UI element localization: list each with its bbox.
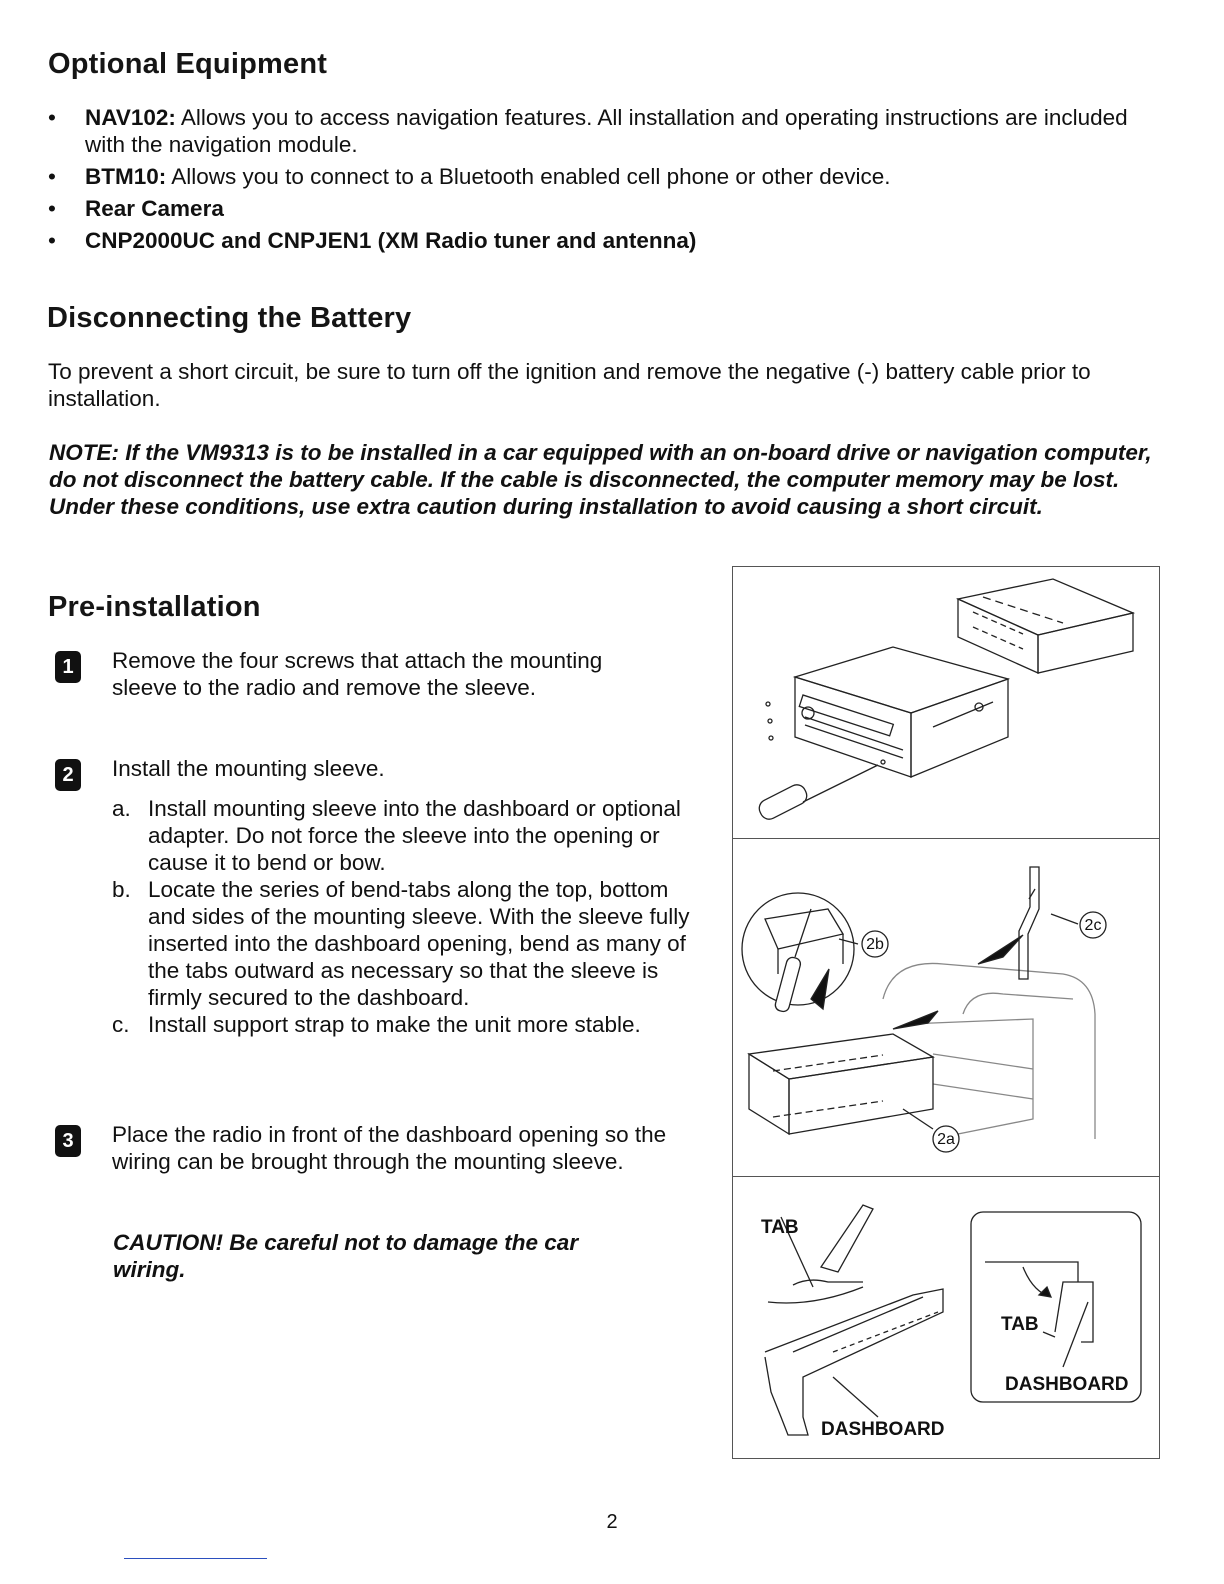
callout-2c: 2c: [1084, 917, 1102, 934]
callout-2b: 2b: [866, 936, 884, 953]
dashboard-install-illustration: [733, 839, 1159, 1175]
preinstall-heading: Pre-installation: [48, 591, 261, 623]
step-3-text: Place the radio in front of the dashboard opening so the wiring can be brought through the mounting sleeve.: [112, 1122, 667, 1174]
bullet-icon: •: [48, 105, 56, 130]
substep-letter: b.: [112, 877, 131, 902]
step-2-substeps: [112, 795, 702, 1038]
step-3-badge: 3: [55, 1125, 81, 1157]
step-1-badge: 1: [55, 651, 81, 683]
tab-bending-illustration: [733, 1177, 1159, 1459]
optional-equipment-heading: Optional Equipment: [48, 48, 328, 80]
list-item: [48, 227, 1158, 254]
optional-equipment-list: [48, 104, 1158, 259]
item-label: CNP2000UC and CNPJEN1 (XM Radio tuner and antenna): [85, 228, 697, 253]
dashboard-label-left: DASHBOARD: [821, 1419, 945, 1440]
substep-item: [112, 876, 702, 1011]
substep-item: [112, 795, 702, 876]
dashboard-label-right: DASHBOARD: [1005, 1374, 1129, 1395]
battery-note: NOTE: If the VM9313 is to be installed in a car equipped with an on-board drive or navigation computer, do not disconnect the battery cable. If the cable is disconnected, the computer memory may be lost. Under these conditions, use extra caution during installation to avoid causing a short circuit.: [49, 440, 1152, 519]
installation-figure: [732, 566, 1160, 1459]
item-label: Rear Camera: [85, 196, 224, 221]
page-number: 2: [606, 1511, 618, 1533]
bullet-icon: •: [48, 228, 56, 253]
battery-body: To prevent a short circuit, be sure to turn off the ignition and remove the negative (-) battery cable prior to installation.: [48, 359, 1091, 411]
substep-letter: c.: [112, 1012, 130, 1037]
tab-label-left: TAB: [761, 1217, 799, 1238]
substep-text: Install mounting sleeve into the dashboard or optional adapter. Do not force the sleeve into the opening or cause it to bend or bow.: [148, 796, 681, 875]
callout-2a: 2a: [937, 1131, 955, 1148]
item-label: NAV102:: [85, 105, 176, 130]
list-item: [48, 104, 1158, 158]
tab-label-right: TAB: [1001, 1314, 1039, 1335]
step-2-badge: 2: [55, 759, 81, 791]
item-text: Allows you to access navigation features. All installation and operating instructions are included with the navigation module.: [85, 105, 1128, 157]
sleeve-top: [958, 579, 1133, 635]
radio-sleeve-illustration: [733, 567, 1159, 837]
step-1-text: Remove the four screws that attach the mounting sleeve to the radio and remove the sleeve.: [112, 648, 603, 700]
list-item: [48, 195, 1158, 222]
caution-text: CAUTION! Be careful not to damage the car wiring.: [113, 1230, 579, 1282]
battery-heading: Disconnecting the Battery: [47, 302, 412, 334]
item-label: BTM10:: [85, 164, 167, 189]
substep-item: [112, 1011, 702, 1038]
list-item: [48, 163, 1158, 190]
step-2-text: Install the mounting sleeve.: [112, 756, 385, 781]
item-text: Allows you to connect to a Bluetooth enabled cell phone or other device.: [166, 164, 891, 189]
footer-rule: [124, 1558, 267, 1559]
substep-letter: a.: [112, 796, 131, 821]
bullet-icon: •: [48, 196, 56, 221]
bullet-icon: •: [48, 164, 56, 189]
substep-text: Locate the series of bend-tabs along the top, bottom and sides of the mounting sleeve. With the sleeve fully inserted into the dashboard opening, bend as many of the tabs outward as necessary so that the sleeve is firmly secured to the dashboard.: [148, 877, 690, 1010]
substep-text: Install support strap to make the unit more stable.: [148, 1012, 641, 1037]
